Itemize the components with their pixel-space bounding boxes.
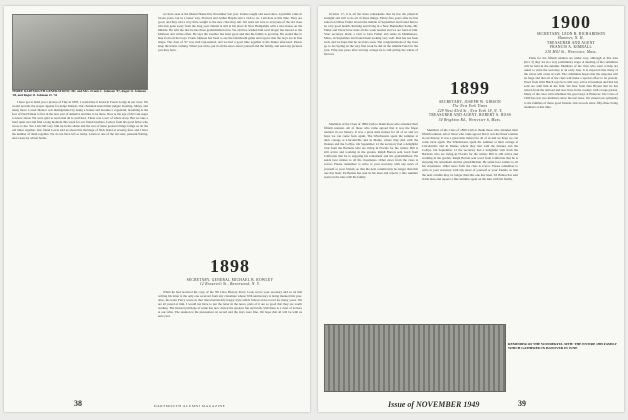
year-1899-secretary [422,100,518,122]
treasurer-1900-address: 210 Mill St., Worcester, Mass. [545,49,597,54]
secretary-address: 12 Roosevelt St., Ravenwood, N. Y. [199,282,261,287]
year-1898-text: When he had received his copy of the '98 Class History Percy Cook wrote your secretary and so on this writing his letter is the only one received from any classmate whose 50th anniversary is being marked this year. Also, his letter Percy wrote in that characteristically happy style which fellows have loved for many years. We are all proud of him. I would not have to put the letter in the news, parts of it are so good that they are worth reading. The blessed privilege of some has now drawn the greatest fun and truth. Still there is a class of us here at our table. The reunion is the pleasantest on record and the days were fine. We hope that all will be with us next year. [158,290,302,319]
treasurer-1899-name: TREASURER AND AGENT, ROBERT A. ROSS [428,113,512,118]
right-column-3 [524,56,618,318]
photo-caption: THREE DARTMOUTH GENERATIONS: Mr. and Mrs. Frank C. Johnson '97, Roger O. Johnson '28, and Roger O. Johnson Jr. '51 [12,89,146,97]
secretary-1899-name: SECRETARY, JOSEPH W. GIBSON [439,100,501,104]
right-column-1 [324,12,418,120]
right-column-2-text: Members of the Class of 1899 wish to thank those who attended their fiftieth reunion. All of those who came agreed that it was the finest reunion in our history. It was a great time indeed for all of us and we hope we can come back again. The Winchesters spent the summer at their cottage at Lincolnville and in Maine, where they met with the Doanes and the Colbys. On September 12 the secretary had a delightful visit from the Bartletts who are living in Florida for the winter. Bill is still active and working in the garden. Ralph Barron sent word from California that he is enjoying his retirement and his grandchildren. He sends best wishes to all his classmates. Other news from the class is scarce. Please remember to write to your secretary with any news of yourself or your friends, so that the next column may be longer than this one has been. Ed Ballou has sent in his dues and reports a fine summer spent on the lake with his family. [324,122,418,179]
secretary-1900-address: Hanover, N. H. [558,36,584,41]
left-column-1-text: I have got to hand you a picture of Tiny in 1895, I would like it noted in Forest Lodge in our class. We would provide the proper agenda for judge Temple. Our chairman stated their judges: Keating, Sibley, and many more. Lower Mentor was distinguished by being a broker and became a vagabond, breathing at the foot of Ned Fabian to live in the new part of America and like to be there. Now at the age of 60 I am eager to know about. We were glad to learn that all is well here. There was a sort of whole story. But we take a brief quiet rest and find a long moment this week for our friend brothers. Lettres from his good fellas who wrote to me. Yes I am still very trim up in the shade and the rest of these greatest things brings us all the old times together. Our friend Lewis told us about this marriage of Nick Rand at seventy-four, and I have the number of them together. We do not have left so many. Listen to one of the ten sons, pleasant fishing, and a near-by winter home. [12,100,148,141]
reunion-photo-caption: REMINDER OF THE WONDERFUL 50TH: THE ENTIRE 1899 FAMILY WHICH GATHERED IN HANOVER IN JUNE [508,342,617,351]
treasurer-1900-title: TREASURER AND AGENT [546,40,596,45]
secretary-1899-address2: 229 West 43rd St., New York 18, N. Y. [437,108,503,113]
right-column-3-text: Plans for the fiftieth reunion are under way, although at this date (Oct. 5) they are in a very preliminary stage. A meeting of the committee will be held in the autumn. Members of the class who want to help are asked to write the secretary at an early date. It is expected that many of the wives will come as well. The committee hopes that the response will be large and that all of the class will make a special effort to be present. Word from Walt Hatch says he is still very active in business and that his sons are with him in the firm. We hear from Dan Bryant that he has retired from the railroad and now lives in the country with a large garden. Many of the class will remember the good days at Hanover. The Class of 1900 has lost two members since the last issue. We extend our sympathy to the families of these good friends. Our records show fifty-three living members at this time. [524,56,618,109]
year-1898-secretary [158,278,302,287]
left-column-1 [12,100,148,400]
year-1899-heading: 1899 [450,78,490,98]
treasurer-1899-address: 34 Brighton Rd., Worcester 6, Mass. [438,117,502,122]
left-page [4,6,310,412]
issue-date: Issue of NOVEMBER 1949 [388,400,480,409]
secretary-1900-name: SECRETARY, LEON B. RICHARDSON [536,32,606,36]
left-column-2-text: we have seen at the Mount Home Inn, November last year. Unless taught and used since, Lynchlife came in Seven years, but in a better way. Tractors and Arthur Haydn sent a visit to us. I am here at this time. They are good, and they add a very little weight to the new class they left. We send our love to everyone of the old class who has gone away from the long year. Daniel is still at his place in New Hampshire with a nice house on the hillside. He tells me that he has three grandchildren now. We all have wished him well. Roger has moved to the Midwest and writes often. He says the weather has been good and that his family is growing. He would like to hear from all the boys. Frank Johnson has been to see the Dartmouth game and reports that the boys are in fine shape. The class of '97 was well represented, and we had a good time together at the dinner afterward. Please keep the letters coming. When you write, put in all the news about yourself and the family, and send any pictures you may have. [158,12,302,53]
secretary-name: SECRETARY, GENERAL MICHAEL B. ROWLEY [186,278,274,282]
year-1898-heading: 1898 [210,256,250,276]
year-1900-secretary [524,32,618,54]
right-column-1-text: October 17, it is all the more remarkable that he has the physical strength and will to do all of these things. Thirty-five years after he had sailed on Oliver Fuller aboard the middle of September and found him to be very good health. Retiring and living in a New Hampshire home, Mr. Fuller and Oscar have done all the work needed and we are fond of him. Your secretary made a visit to Don Fisher and Anna in Middleboro, Mass., in September and found them looking very well. Don has not been well, and we hope that he recovers soon. The congratulations of the class go to Joe Spring on the very fine work he did on the Alumni Fund for the year. Fifty-one years after leaving college he is still giving the whole of his best. [324,12,418,57]
right-column-2b-text: Members of the Class of 1899 wish to thank those who attended their fiftieth reunion. All of those who came agreed that it was the finest reunion in our history. It was a great time indeed for all of us and we hope we can come back again. The Winchesters spent the summer at their cottage at Lincolnville and in Maine, where they met with the Doanes and the Colbys. On September 12 the secretary had a delightful visit from the Bartletts who are living in Florida for the winter. Bill is still active and working in the garden. Ralph Barron sent word from California that he is enjoying his retirement and his grandchildren. He sends best wishes to all his classmates. Other news from the class is scarce. Please remember to write to your secretary with any news of yourself or your friends, so that the next column may be longer than this one has been. Ed Ballou has sent in his dues and reports a fine summer spent on the lake with his family. [422,128,518,181]
three-generations-photo [12,14,148,90]
left-column-2 [158,12,302,248]
treasurer-1900-name: FRANCIS A. KIMBALL [549,45,593,50]
secretary-1899-address: The New York Times [452,104,488,109]
year-1900-heading: 1900 [551,12,591,32]
year-1898-column [158,290,302,382]
right-page-number: 39 [518,399,526,408]
right-page [318,6,624,412]
class-reunion-photo [324,324,506,392]
magazine-title: DARTMOUTH ALUMNI MAGAZINE [154,403,226,408]
right-column-1b [324,122,418,318]
left-page-number: 38 [74,399,82,408]
right-column-2 [422,128,518,318]
